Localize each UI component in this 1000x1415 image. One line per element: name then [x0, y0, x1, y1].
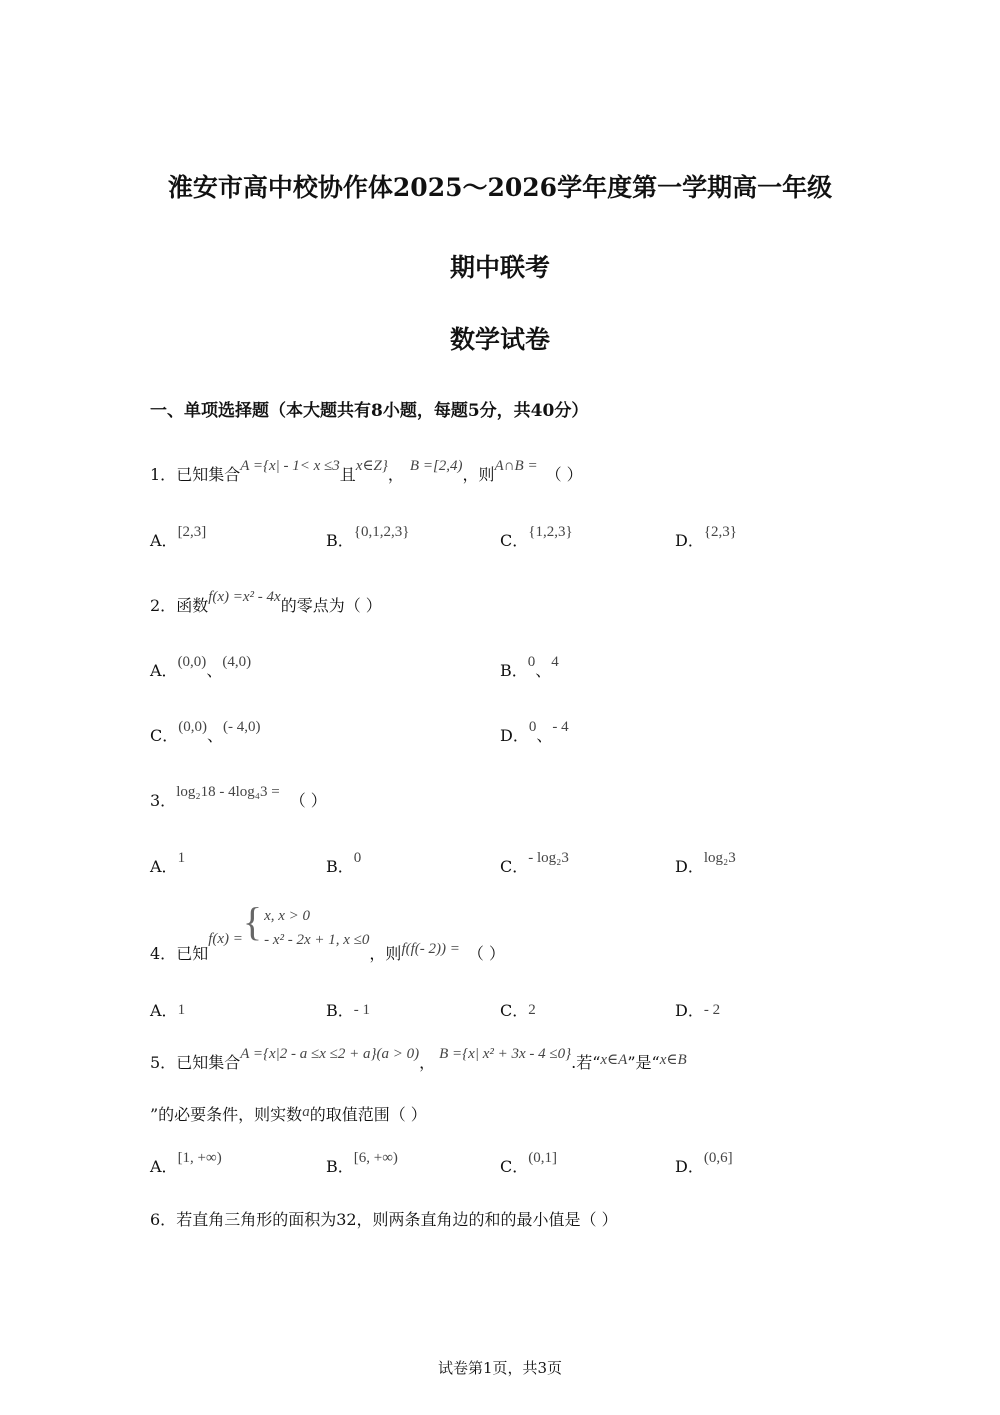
option-b — [326, 1150, 398, 1177]
math-expression: f(x) = — [208, 930, 243, 947]
question-text: 的取值范围（ ） — [309, 1105, 427, 1124]
option-value: (4,0) — [222, 654, 252, 670]
math-expression: x∈Z} — [355, 458, 388, 474]
option-value: 2 — [528, 1002, 536, 1018]
question-text: ，则 — [462, 465, 495, 484]
option-d — [500, 719, 569, 746]
option-a — [150, 654, 252, 681]
option-label: A． — [150, 1001, 178, 1020]
separator: 、 — [536, 726, 553, 745]
option-label: C． — [500, 857, 529, 876]
question-text: 函数 — [176, 596, 209, 615]
option-value: [6, +∞) — [353, 1150, 398, 1166]
option-c — [500, 1150, 557, 1177]
option-label: C． — [500, 1157, 529, 1176]
question-text: 的零点为（ ） — [280, 596, 382, 615]
option-a — [150, 1150, 222, 1177]
option-c — [150, 719, 261, 746]
option-value: 0 — [528, 719, 537, 735]
piecewise-case-1: x, x > 0 — [264, 908, 311, 924]
option-label: C． — [150, 726, 179, 745]
math-expression: f(f(- 2)) = — [401, 940, 460, 957]
math-expression: a — [302, 1104, 310, 1120]
option-value: 0 — [527, 654, 536, 670]
question-text: 若直角三角形的面积为32，则两条直角边的和的最小值是（ ） — [176, 1210, 618, 1229]
option-value: [1, +∞) — [177, 1150, 222, 1166]
question-2 — [150, 589, 382, 616]
option-label: D． — [675, 1157, 704, 1176]
option-label: B． — [326, 531, 354, 550]
question-text: .若“ — [571, 1053, 601, 1072]
math-expression: x∈B — [659, 1052, 687, 1068]
question-5-line-2 — [150, 1102, 427, 1125]
piecewise-case-2: - x² - 2x + 1, x ≤0 — [264, 932, 370, 948]
question-number: 3． — [150, 791, 177, 810]
option-value: {0,1,2,3} — [353, 524, 410, 540]
option-label: A． — [150, 661, 178, 680]
option-value: {2,3} — [703, 524, 737, 540]
option-value: {1,2,3} — [528, 524, 573, 540]
math-expression: log₂18 - 4log₄3 = — [176, 784, 280, 800]
question-text: 已知 — [176, 943, 209, 963]
question-text: ， — [419, 1053, 436, 1072]
question-6 — [150, 1207, 618, 1230]
option-value: (0,0) — [178, 719, 207, 735]
option-label: B． — [500, 661, 528, 680]
option-label: B． — [326, 1157, 354, 1176]
option-label: B． — [326, 857, 354, 876]
option-label: A． — [150, 857, 178, 876]
question-number: 2． — [150, 596, 177, 615]
math-expression: f(x) =x² - 4x — [208, 589, 281, 605]
option-label: C． — [500, 1001, 529, 1020]
math-expression: A ={x|2 - a ≤x ≤2 + a}(a > 0) — [240, 1046, 420, 1062]
answer-paren: （ ） — [545, 465, 583, 484]
math-expression: A∩B = — [494, 458, 538, 474]
question-number: 1． — [150, 465, 177, 484]
option-b — [500, 654, 559, 681]
question-4 — [150, 899, 505, 963]
option-label: D． — [675, 857, 704, 876]
option-value: - log₂3 — [528, 850, 569, 866]
option-value: (0,0) — [177, 654, 207, 670]
option-b — [326, 998, 370, 1021]
question-3 — [150, 784, 327, 811]
separator: 、 — [535, 661, 552, 680]
option-c — [500, 998, 536, 1021]
title-line-3: 数学试卷 — [449, 325, 550, 354]
option-b — [326, 524, 410, 551]
option-d — [675, 524, 737, 551]
option-d — [675, 850, 736, 877]
math-expression: B ={x| x² + 3x - 4 ≤0} — [439, 1046, 572, 1062]
title-line-1: 淮安市高中校协作体2025～2026学年度第一学期高一年级 — [167, 173, 833, 202]
separator: 、 — [206, 661, 223, 680]
question-5 — [150, 1046, 687, 1073]
option-label: D． — [675, 1001, 704, 1020]
option-d — [675, 1150, 733, 1177]
option-value: [2,3] — [177, 524, 207, 540]
title-line-2: 期中联考 — [449, 253, 550, 282]
math-expression: B =[2,4) — [409, 458, 463, 474]
question-text: ”是“ — [627, 1053, 660, 1072]
question-text: 已知集合 — [176, 1053, 241, 1072]
question-text: ， — [387, 465, 404, 484]
option-value: (0,1] — [528, 1150, 557, 1166]
page-footer: 试卷第1页，共3页 — [437, 1359, 563, 1377]
option-c — [500, 524, 573, 551]
option-value: 0 — [353, 850, 362, 866]
option-a — [150, 850, 186, 877]
option-label: B． — [326, 1001, 354, 1020]
option-d — [675, 998, 720, 1021]
option-value: - 2 — [703, 1002, 721, 1018]
question-number: 5． — [150, 1053, 177, 1072]
option-label: D． — [500, 726, 529, 745]
answer-paren: （ ） — [467, 943, 505, 963]
section-header: 一、单项选择题（本大题共有8小题，每题5分，共40分） — [150, 401, 589, 421]
question-text: 已知集合 — [176, 465, 241, 484]
option-value: log₂3 — [703, 850, 736, 866]
option-value: 1 — [177, 850, 186, 866]
option-value: 4 — [551, 654, 559, 670]
option-label: A． — [150, 1157, 178, 1176]
option-b — [326, 850, 362, 877]
math-expression: x∈A — [600, 1052, 628, 1068]
question-text: ”的必要条件，则实数 — [150, 1105, 303, 1124]
option-label: D． — [675, 531, 704, 550]
option-a — [150, 524, 207, 551]
separator: 、 — [207, 726, 224, 745]
answer-paren: （ ） — [289, 791, 327, 810]
question-text: ，则 — [369, 943, 402, 963]
question-number: 4． — [150, 943, 177, 963]
piecewise-brace: { — [242, 899, 263, 944]
question-number: 6． — [150, 1210, 177, 1229]
option-a — [150, 998, 185, 1021]
option-value: - 1 — [353, 1002, 371, 1018]
option-label: A． — [150, 531, 178, 550]
option-value: (0,6] — [703, 1150, 733, 1166]
option-value: - 4 — [552, 719, 569, 735]
question-text: 且 — [339, 465, 356, 484]
option-value: 1 — [177, 1002, 186, 1018]
option-c — [500, 850, 569, 877]
math-expression: A ={x| - 1< x ≤3 — [240, 458, 340, 474]
question-1 — [150, 458, 583, 485]
option-value: (- 4,0) — [223, 719, 261, 735]
option-label: C． — [500, 531, 529, 550]
